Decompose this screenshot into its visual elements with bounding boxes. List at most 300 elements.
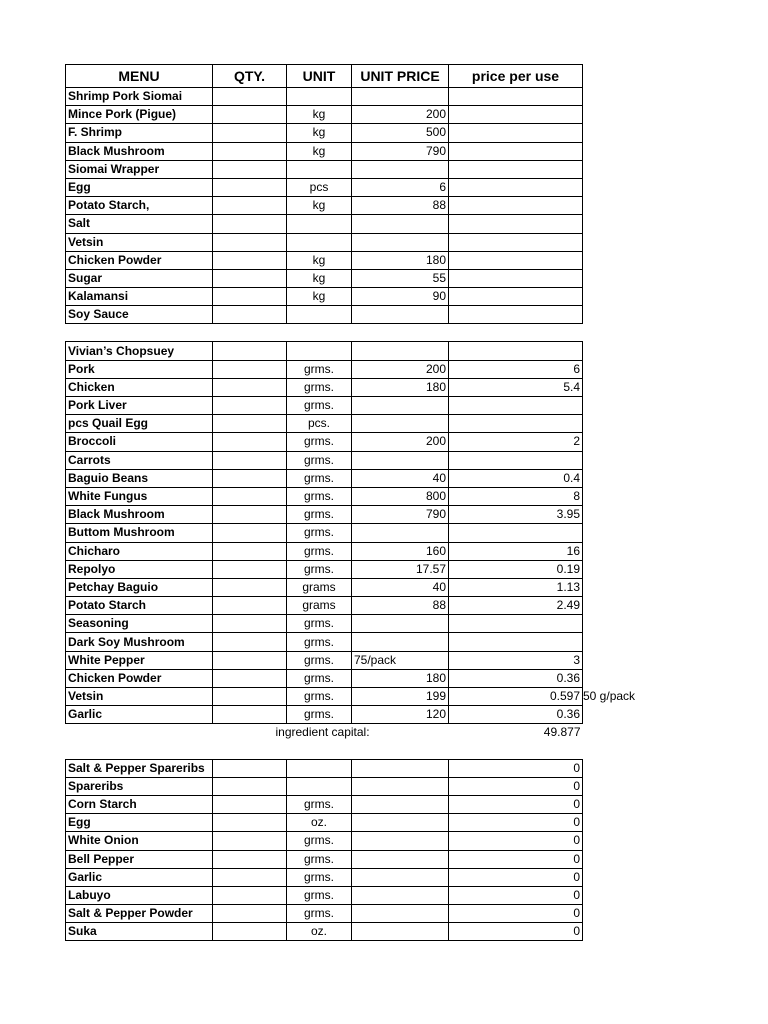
unit-cell: kg: [287, 142, 352, 160]
unit-price-cell: 90: [352, 288, 449, 306]
table-row: [66, 560, 583, 578]
unit-price-cell: [352, 905, 449, 923]
price-per-use-cell: [449, 814, 583, 832]
price-per-use-cell: [449, 560, 583, 578]
unit-cell: grms.: [287, 905, 352, 923]
qty-cell: [213, 560, 287, 578]
spacer-cell: [66, 324, 213, 342]
unit-cell: grms.: [287, 615, 352, 633]
unit-cell: grms.: [287, 469, 352, 487]
qty-cell: [213, 451, 287, 469]
item-name: Broccoli: [66, 433, 213, 451]
use-cell: 0: [449, 759, 583, 777]
section-title: Vivian’s Chopsuey: [66, 342, 213, 360]
ingredient-sheet: [65, 64, 636, 941]
table-row: [66, 106, 583, 124]
price-per-use-value: 1.13: [556, 579, 580, 594]
price-per-use-value: 3: [573, 652, 580, 667]
price-per-use-value: 0: [573, 851, 580, 866]
spacer-row: [66, 742, 583, 760]
price-per-use-value: 0.36: [556, 670, 580, 685]
qty-cell: [213, 759, 287, 777]
price-per-use-cell: [449, 397, 583, 415]
item-name: Baguio Beans: [66, 469, 213, 487]
price-per-use-value: 16: [566, 543, 580, 558]
item-name: pcs Quail Egg: [66, 415, 213, 433]
unit-cell: grms.: [287, 688, 352, 706]
item-name: Buttom Mushroom: [66, 524, 213, 542]
price-per-use-cell: [449, 597, 583, 615]
unit-cell: grms.: [287, 886, 352, 904]
table-row: [66, 397, 583, 415]
price-per-use-value: 0.597: [549, 689, 580, 704]
item-name: Black Mushroom: [66, 506, 213, 524]
table-row: [66, 669, 583, 687]
price-per-use-cell: [449, 868, 583, 886]
qty-cell: [213, 415, 287, 433]
unit-price-cell: [352, 814, 449, 832]
unit-cell: oz.: [287, 923, 352, 941]
unit-cell: [287, 777, 352, 795]
item-name: White Pepper: [66, 651, 213, 669]
qty-cell: [213, 923, 287, 941]
price-per-use-cell: [449, 524, 583, 542]
qty-cell: [213, 905, 287, 923]
item-name: Corn Starch: [66, 795, 213, 813]
price-per-use-cell: [449, 651, 583, 669]
table-row: [66, 233, 583, 251]
unit-price-cell: [352, 451, 449, 469]
price-per-use-value: 0: [573, 778, 580, 793]
unit-cell: grms.: [287, 832, 352, 850]
unit-cell: grms.: [287, 433, 352, 451]
qty-cell: [213, 360, 287, 378]
unit-price-cell: 17.57: [352, 560, 449, 578]
spacer-cell: [449, 742, 583, 760]
unit-cell: grms.: [287, 795, 352, 813]
item-name: Vetsin: [66, 233, 213, 251]
item-name: Seasoning: [66, 615, 213, 633]
unit-cell: kg: [287, 197, 352, 215]
table-row: [66, 633, 583, 651]
qty-cell: [213, 868, 287, 886]
unit-cell: [287, 759, 352, 777]
price-per-use-cell: [449, 850, 583, 868]
section-title-row: [66, 759, 583, 777]
table-row: [66, 923, 583, 941]
unit-price-cell: [352, 832, 449, 850]
unit-price-cell: [352, 215, 449, 233]
table-row: [66, 197, 583, 215]
table-row: [66, 433, 583, 451]
item-name: Repolyo: [66, 560, 213, 578]
unit-price-cell: [352, 886, 449, 904]
unit-price-cell: 40: [352, 469, 449, 487]
qty-cell: [213, 397, 287, 415]
unit-price-cell: 75/pack: [352, 651, 449, 669]
price-per-use-cell: [449, 306, 583, 324]
unit-price-cell: [352, 633, 449, 651]
unit-price-cell: 180: [352, 378, 449, 396]
section-title: Salt & Pepper Spareribs: [66, 759, 213, 777]
item-name: Potato Starch: [66, 597, 213, 615]
unit-cell: [287, 88, 352, 106]
unit-cell: oz.: [287, 814, 352, 832]
unit-price-cell: 6: [352, 178, 449, 196]
table-row: [66, 469, 583, 487]
unit-cell: [287, 160, 352, 178]
item-name: Dark Soy Mushroom: [66, 633, 213, 651]
price-per-use-cell: [449, 160, 583, 178]
price-per-use-cell: [449, 469, 583, 487]
qty-cell: [213, 288, 287, 306]
header-unit: UNIT: [287, 65, 352, 88]
price-per-use-cell: [449, 360, 583, 378]
qty-cell: [213, 106, 287, 124]
unit-cell: [287, 342, 352, 360]
price-per-use-value: 0: [573, 797, 580, 812]
price-per-use-cell: [449, 269, 583, 287]
item-name: White Fungus: [66, 487, 213, 505]
item-name: Siomai Wrapper: [66, 160, 213, 178]
price-per-use-value: 0: [573, 887, 580, 902]
price-per-use-value: 0: [573, 833, 580, 848]
table-row: [66, 451, 583, 469]
unit-price-cell: 180: [352, 669, 449, 687]
price-per-use-cell: [449, 142, 583, 160]
spacer-cell: [213, 324, 287, 342]
item-name: Potato Starch,: [66, 197, 213, 215]
item-name: Sugar: [66, 269, 213, 287]
qty-cell: [213, 233, 287, 251]
price-per-use-cell: [449, 795, 583, 813]
price-per-use-value: 0: [573, 869, 580, 884]
unit-price-cell: 88: [352, 197, 449, 215]
table-row: [66, 777, 583, 795]
unit-price-cell: 40: [352, 578, 449, 596]
qty-cell: [213, 850, 287, 868]
qty-cell: [213, 197, 287, 215]
price-per-use-value: 0.36: [556, 707, 580, 722]
qty-cell: [213, 124, 287, 142]
section-title-row: [66, 342, 583, 360]
item-name: Chicken: [66, 378, 213, 396]
unit-price-cell: 200: [352, 106, 449, 124]
item-name: Egg: [66, 178, 213, 196]
unit-cell: grms.: [287, 669, 352, 687]
item-name: Pork: [66, 360, 213, 378]
qty-cell: [213, 814, 287, 832]
qty-cell: [213, 251, 287, 269]
price-per-use-cell: [449, 251, 583, 269]
unit-cell: grms.: [287, 651, 352, 669]
qty-cell: [213, 651, 287, 669]
table-row: [66, 832, 583, 850]
unit-cell: kg: [287, 288, 352, 306]
price-per-use-value: 6: [573, 361, 580, 376]
header-menu: MENU: [66, 65, 213, 88]
table-row: [66, 795, 583, 813]
price-per-use-cell: [449, 832, 583, 850]
unit-cell: grms.: [287, 506, 352, 524]
unit-cell: grms.: [287, 560, 352, 578]
price-per-use-cell: [449, 415, 583, 433]
price-per-use-value: 0.4: [563, 470, 580, 485]
table-row: [66, 651, 583, 669]
unit-price-cell: 160: [352, 542, 449, 560]
qty-cell: [213, 469, 287, 487]
unit-price-cell: [352, 795, 449, 813]
capital-spacer: [66, 724, 213, 742]
table-row: [66, 269, 583, 287]
unit-price-cell: [352, 524, 449, 542]
price-per-use-value: 3.95: [556, 507, 580, 522]
qty-cell: [213, 342, 287, 360]
price-per-use-cell: [449, 506, 583, 524]
spacer-cell: [287, 742, 352, 760]
unit-cell: pcs.: [287, 415, 352, 433]
item-name: Carrots: [66, 451, 213, 469]
qty-cell: [213, 615, 287, 633]
unit-cell: [287, 233, 352, 251]
price-per-use-value: 8: [573, 489, 580, 504]
qty-cell: [213, 269, 287, 287]
item-name: F. Shrimp: [66, 124, 213, 142]
unit-cell: [287, 306, 352, 324]
unit-cell: grms.: [287, 378, 352, 396]
unit-cell: grms.: [287, 524, 352, 542]
item-name: Black Mushroom: [66, 142, 213, 160]
item-name: Soy Sauce: [66, 306, 213, 324]
price-per-use-cell: [449, 124, 583, 142]
table-row: [66, 905, 583, 923]
qty-cell: [213, 688, 287, 706]
qty-cell: [213, 597, 287, 615]
unit-price-cell: [352, 923, 449, 941]
item-name: Bell Pepper: [66, 850, 213, 868]
price-per-use-cell: [449, 178, 583, 196]
table-row: [66, 142, 583, 160]
spacer-cell: [352, 742, 449, 760]
unit-cell: kg: [287, 106, 352, 124]
section-title-row: [66, 88, 583, 106]
qty-cell: [213, 487, 287, 505]
price-per-use-cell: [449, 378, 583, 396]
qty-cell: [213, 542, 287, 560]
unit-price-cell: [352, 415, 449, 433]
spacer-row: [66, 324, 583, 342]
item-name: Kalamansi: [66, 288, 213, 306]
overflow-note: 50 g/pack: [583, 689, 636, 703]
unit-price-cell: [352, 777, 449, 795]
qty-cell: [213, 178, 287, 196]
table-row: [66, 688, 583, 706]
unit-price-cell: [352, 615, 449, 633]
item-name: Chicharo: [66, 542, 213, 560]
header-qty: QTY.: [213, 65, 287, 88]
price-per-use-cell: [449, 451, 583, 469]
unit-cell: kg: [287, 269, 352, 287]
unit-cell: grms.: [287, 397, 352, 415]
price-per-use-cell: [449, 433, 583, 451]
qty-cell: [213, 524, 287, 542]
spacer-cell: [352, 324, 449, 342]
item-name: Petchay Baguio: [66, 578, 213, 596]
table-row: [66, 597, 583, 615]
price-per-use-cell: [449, 215, 583, 233]
table-row: [66, 506, 583, 524]
item-name: Salt & Pepper Powder: [66, 905, 213, 923]
capital-row: [66, 724, 583, 742]
table-row: [66, 542, 583, 560]
item-name: Mince Pork (Pigue): [66, 106, 213, 124]
qty-cell: [213, 142, 287, 160]
qty-cell: [213, 215, 287, 233]
price-per-use-value: 0: [573, 906, 580, 921]
table-row: [66, 124, 583, 142]
unit-cell: grams: [287, 597, 352, 615]
unit-price-cell: 199: [352, 688, 449, 706]
qty-cell: [213, 777, 287, 795]
table-row: [66, 378, 583, 396]
unit-price-cell: [352, 160, 449, 178]
price-per-use-value: 0: [573, 815, 580, 830]
price-per-use-cell: [449, 688, 636, 706]
price-cell: [352, 88, 449, 106]
item-name: Chicken Powder: [66, 669, 213, 687]
spacer-cell: [287, 324, 352, 342]
ingredient-table: [65, 64, 636, 941]
item-name: Labuyo: [66, 886, 213, 904]
table-row: [66, 578, 583, 596]
price-per-use-cell: [449, 615, 583, 633]
table-row: [66, 251, 583, 269]
item-name: White Onion: [66, 832, 213, 850]
qty-cell: [213, 378, 287, 396]
price-per-use-cell: [449, 487, 583, 505]
unit-price-cell: 200: [352, 433, 449, 451]
qty-cell: [213, 506, 287, 524]
table-row: [66, 706, 583, 724]
qty-cell: [213, 160, 287, 178]
header-unit-price: UNIT PRICE: [352, 65, 449, 88]
unit-price-cell: 500: [352, 124, 449, 142]
unit-cell: pcs: [287, 178, 352, 196]
unit-price-cell: 88: [352, 597, 449, 615]
table-row: [66, 868, 583, 886]
unit-price-cell: 55: [352, 269, 449, 287]
item-name: Pork Liver: [66, 397, 213, 415]
price-per-use-cell: [449, 669, 583, 687]
price-per-use-value: 2: [573, 434, 580, 449]
spacer-cell: [213, 742, 287, 760]
table-row: [66, 215, 583, 233]
price-per-use-value: 2.49: [556, 598, 580, 613]
price-per-use-cell: [449, 542, 583, 560]
use-cell: [449, 342, 583, 360]
table-row: [66, 814, 583, 832]
ingredient-capital-value: 49.877: [543, 725, 581, 740]
qty-cell: [213, 669, 287, 687]
qty-cell: [213, 832, 287, 850]
qty-cell: [213, 633, 287, 651]
price-per-use-cell: [449, 288, 583, 306]
qty-cell: [213, 306, 287, 324]
price-per-use-cell: [449, 777, 583, 795]
qty-cell: [213, 88, 287, 106]
section-title: Shrimp Pork Siomai: [66, 88, 213, 106]
unit-price-cell: [352, 306, 449, 324]
unit-price-cell: 180: [352, 251, 449, 269]
unit-cell: grams: [287, 578, 352, 596]
unit-price-cell: [352, 868, 449, 886]
price-per-use-cell: [449, 106, 583, 124]
table-row: [66, 524, 583, 542]
unit-cell: grms.: [287, 451, 352, 469]
header-price-per-use: price per use: [449, 65, 583, 88]
price-per-use-cell: [449, 197, 583, 215]
price-per-use-value: 0.19: [556, 561, 580, 576]
qty-cell: [213, 433, 287, 451]
unit-cell: grms.: [287, 850, 352, 868]
price-cell: [352, 759, 449, 777]
price-per-use-cell: [449, 886, 583, 904]
price-per-use-cell: [449, 233, 583, 251]
table-row: [66, 415, 583, 433]
table-row: [66, 306, 583, 324]
unit-cell: kg: [287, 251, 352, 269]
unit-price-cell: 790: [352, 506, 449, 524]
price-per-use-value: 5.4: [563, 379, 580, 394]
ingredient-capital-label: ingredient capital:: [275, 725, 370, 740]
price-per-use-cell: [449, 633, 583, 651]
unit-price-cell: 800: [352, 487, 449, 505]
spacer-cell: [449, 324, 583, 342]
unit-cell: grms.: [287, 487, 352, 505]
price-per-use-cell: [449, 578, 583, 596]
unit-cell: [287, 215, 352, 233]
table-row: [66, 360, 583, 378]
spacer-cell: [66, 742, 213, 760]
price-per-use-cell: [449, 923, 583, 941]
table-row: [66, 487, 583, 505]
table-row: [66, 160, 583, 178]
item-name: Egg: [66, 814, 213, 832]
item-name: Chicken Powder: [66, 251, 213, 269]
table-row: [66, 615, 583, 633]
unit-cell: grms.: [287, 633, 352, 651]
item-name: Salt: [66, 215, 213, 233]
unit-cell: grms.: [287, 542, 352, 560]
header-row: [66, 65, 583, 88]
qty-cell: [213, 795, 287, 813]
item-name: Vetsin: [66, 688, 213, 706]
item-name: Garlic: [66, 706, 213, 724]
unit-price-cell: [352, 233, 449, 251]
unit-cell: grms.: [287, 360, 352, 378]
table-row: [66, 178, 583, 196]
table-row: [66, 850, 583, 868]
unit-price-cell: [352, 850, 449, 868]
qty-cell: [213, 886, 287, 904]
item-name: Garlic: [66, 868, 213, 886]
unit-cell: grms.: [287, 868, 352, 886]
unit-price-cell: 120: [352, 706, 449, 724]
unit-cell: grms.: [287, 706, 352, 724]
price-cell: [352, 342, 449, 360]
price-per-use-value: 0: [573, 924, 580, 939]
item-name: Suka: [66, 923, 213, 941]
